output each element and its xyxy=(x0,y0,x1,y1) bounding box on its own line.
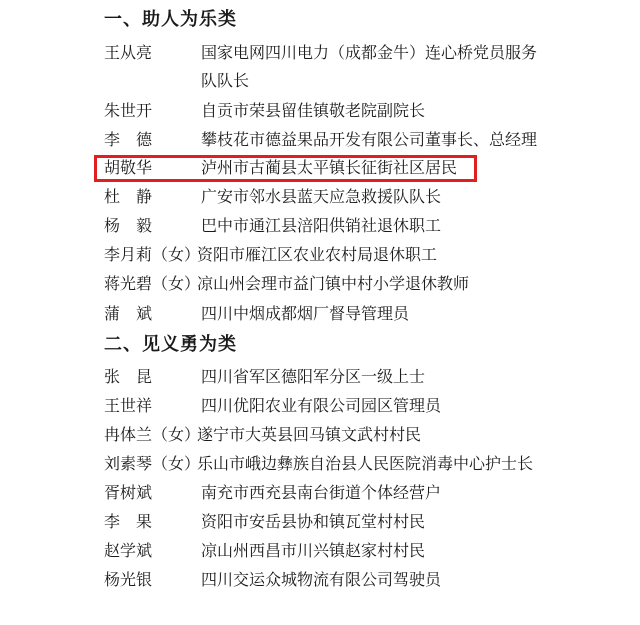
list-item xyxy=(0,452,640,476)
section-heading-2: 二、见义勇为类 xyxy=(104,334,237,355)
person-name: 王从亮 xyxy=(104,43,153,62)
person-description: 资阳市安岳县协和镇瓦堂村村民 xyxy=(201,512,426,531)
person-name: 李月莉（女） xyxy=(104,245,201,264)
person-description: 四川中烟成都烟厂督导管理员 xyxy=(201,304,410,323)
list-item xyxy=(0,99,640,123)
list-item xyxy=(0,272,640,296)
person-description: 南充市西充县南台街道个体经营户 xyxy=(201,483,442,502)
person-name: 杨 毅 xyxy=(104,216,153,235)
person-description: 攀枝花市德益果品开发有限公司董事长、总经理 xyxy=(201,130,538,149)
list-item xyxy=(0,510,640,534)
person-description: 资阳市雁江区农业农村局退休职工 xyxy=(197,245,438,264)
section-heading-1: 一、助人为乐类 xyxy=(104,9,237,30)
person-name: 朱世开 xyxy=(104,101,153,120)
person-description: 四川优阳农业有限公司园区管理员 xyxy=(201,396,442,415)
person-name: 杜 静 xyxy=(104,187,153,206)
list-item xyxy=(0,214,640,238)
person-description: 凉山州会理市益门镇中村小学退休教师 xyxy=(197,274,470,293)
person-description-continued: 队队长 xyxy=(201,71,250,90)
list-item xyxy=(0,243,640,267)
person-name: 杨光银 xyxy=(104,570,153,589)
list-item xyxy=(0,539,640,563)
person-description: 四川省军区德阳军分区一级上士 xyxy=(201,367,426,386)
person-description: 泸州市古蔺县太平镇长征街社区居民 xyxy=(201,158,458,177)
person-name: 刘素琴（女） xyxy=(104,454,201,473)
person-description: 自贡市荣县留佳镇敬老院副院长 xyxy=(201,101,426,120)
person-description: 国家电网四川电力（成都金牛）连心桥党员服务 xyxy=(201,43,538,62)
list-item-highlighted xyxy=(0,156,640,180)
person-description: 四川交运众城物流有限公司驾驶员 xyxy=(201,570,442,589)
person-description: 巴中市通江县涪阳供销社退休职工 xyxy=(201,216,442,235)
person-description: 遂宁市大英县回马镇文武村村民 xyxy=(197,425,422,444)
person-description: 凉山州西昌市川兴镇赵家村村民 xyxy=(201,541,426,560)
person-description: 乐山市峨边彝族自治县人民医院消毒中心护士长 xyxy=(197,454,534,473)
list-item xyxy=(0,185,640,209)
list-item xyxy=(0,128,640,152)
person-name: 赵学斌 xyxy=(104,541,153,560)
list-item xyxy=(0,568,640,592)
person-name: 李 果 xyxy=(104,512,153,531)
person-name: 张 昆 xyxy=(104,367,153,386)
person-description: 广安市邻水县蓝天应急救援队队长 xyxy=(201,187,442,206)
person-name: 蒲 斌 xyxy=(104,304,153,323)
list-item xyxy=(0,41,640,65)
person-name: 王世祥 xyxy=(104,396,153,415)
list-item xyxy=(0,481,640,505)
person-name: 冉体兰（女） xyxy=(104,425,201,444)
list-item xyxy=(0,302,640,326)
person-name: 胥树斌 xyxy=(104,483,153,502)
person-name: 李 德 xyxy=(104,130,153,149)
person-name: 胡敬华 xyxy=(104,158,153,177)
list-item xyxy=(0,365,640,389)
person-name: 蒋光碧（女） xyxy=(104,274,201,293)
list-item xyxy=(0,394,640,418)
list-item xyxy=(0,423,640,447)
